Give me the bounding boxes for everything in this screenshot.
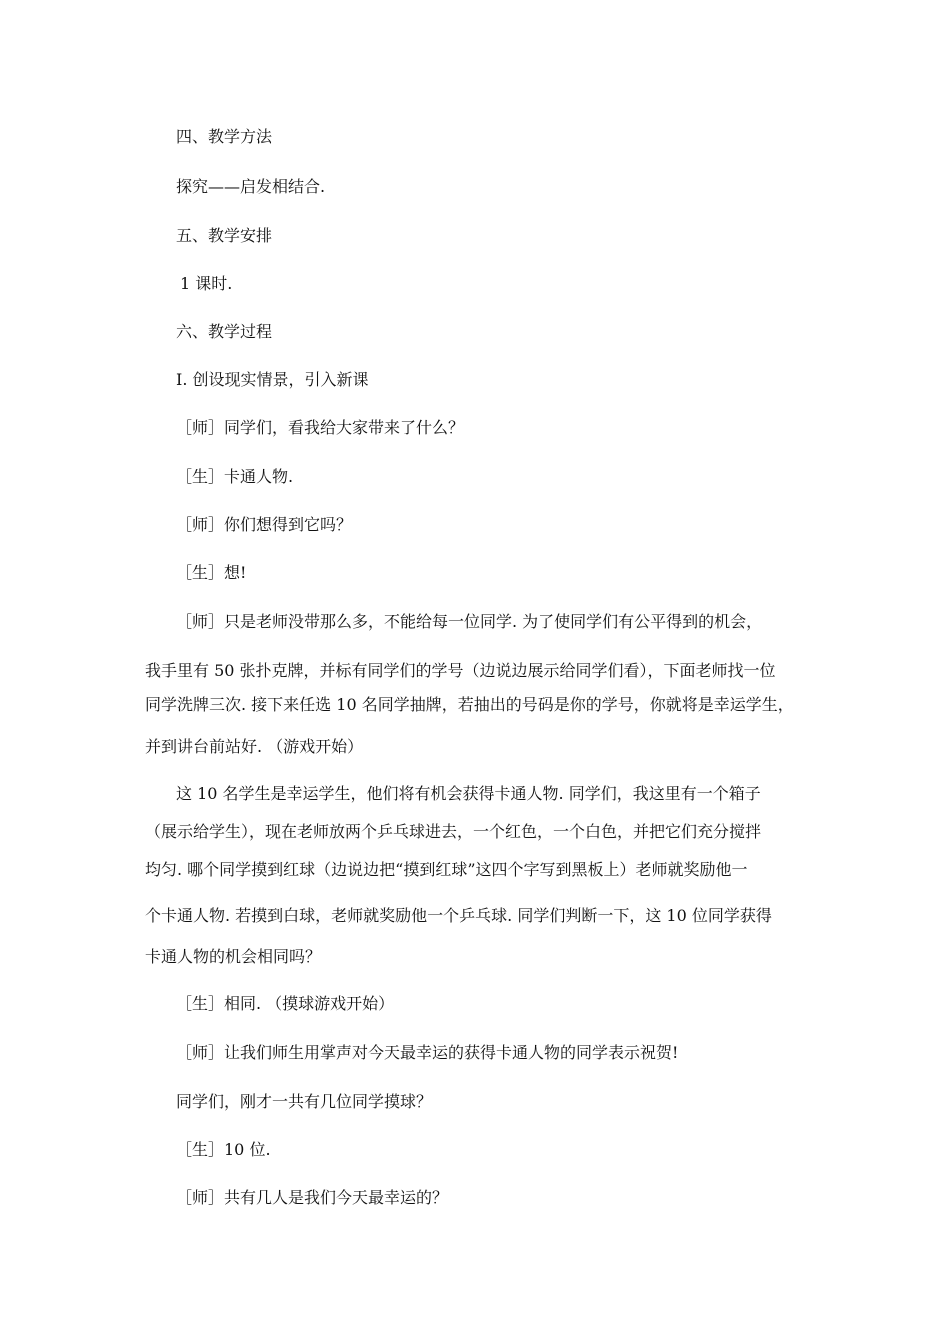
dialogue-line: ［师］共有几人是我们今天最幸运的？	[176, 1188, 449, 1207]
paragraph-line: （展示给学生），现在老师放两个乒乓球进去，一个红色，一个白色，并把它们充分搅拌	[145, 822, 762, 841]
paragraph-line: 探究——启发相结合.	[176, 177, 326, 196]
dialogue-line: ［生］相同. （摸球游戏开始）	[176, 994, 395, 1013]
paragraph-line: 1 课时.	[180, 274, 233, 293]
section-heading-teaching-arrangement: 五、教学安排	[176, 226, 273, 245]
dialogue-line: ［生］卡通人物.	[176, 467, 294, 486]
paragraph-line: 卡通人物的机会相同吗？	[145, 947, 322, 966]
paragraph-line: 这 10 名学生是幸运学生，他们将有机会获得卡通人物. 同学们，我这里有一个箱子	[176, 784, 761, 803]
section-heading-teaching-process: 六、教学过程	[176, 322, 273, 341]
paragraph-line: 均匀. 哪个同学摸到红球（边说边把“摸到红球”这四个字写到黑板上）老师就奖励他一	[145, 860, 748, 879]
dialogue-line: ［生］10 位.	[176, 1140, 271, 1159]
dialogue-line: ［师］同学们，看我给大家带来了什么？	[176, 418, 465, 437]
dialogue-line: ［师］只是老师没带那么多，不能给每一位同学. 为了使同学们有公平得到的机会，	[176, 612, 763, 631]
paragraph-line: 我手里有 50 张扑克牌，并标有同学们的学号（边说边展示给同学们看），下面老师找一位	[145, 661, 776, 680]
section-heading-teaching-method: 四、教学方法	[176, 127, 273, 146]
paragraph-line: 同学洗牌三次. 接下来任选 10 名同学抽牌，若抽出的号码是你的学号，你就将是幸运学生，	[145, 695, 794, 714]
dialogue-line: ［生］想!	[176, 563, 247, 582]
paragraph-line: 并到讲台前站好. （游戏开始）	[145, 737, 364, 756]
subsection-heading: Ⅰ. 创设现实情景，引入新课	[176, 370, 369, 389]
dialogue-line: ［师］让我们师生用掌声对今天最幸运的获得卡通人物的同学表示祝贺!	[176, 1043, 679, 1062]
dialogue-line: ［师］你们想得到它吗？	[176, 515, 353, 534]
paragraph-line: 个卡通人物. 若摸到白球，老师就奖励他一个乒乓球. 同学们判断一下，这 10 位同学获得	[145, 906, 772, 925]
paragraph-line: 同学们，刚才一共有几位同学摸球？	[176, 1092, 433, 1111]
